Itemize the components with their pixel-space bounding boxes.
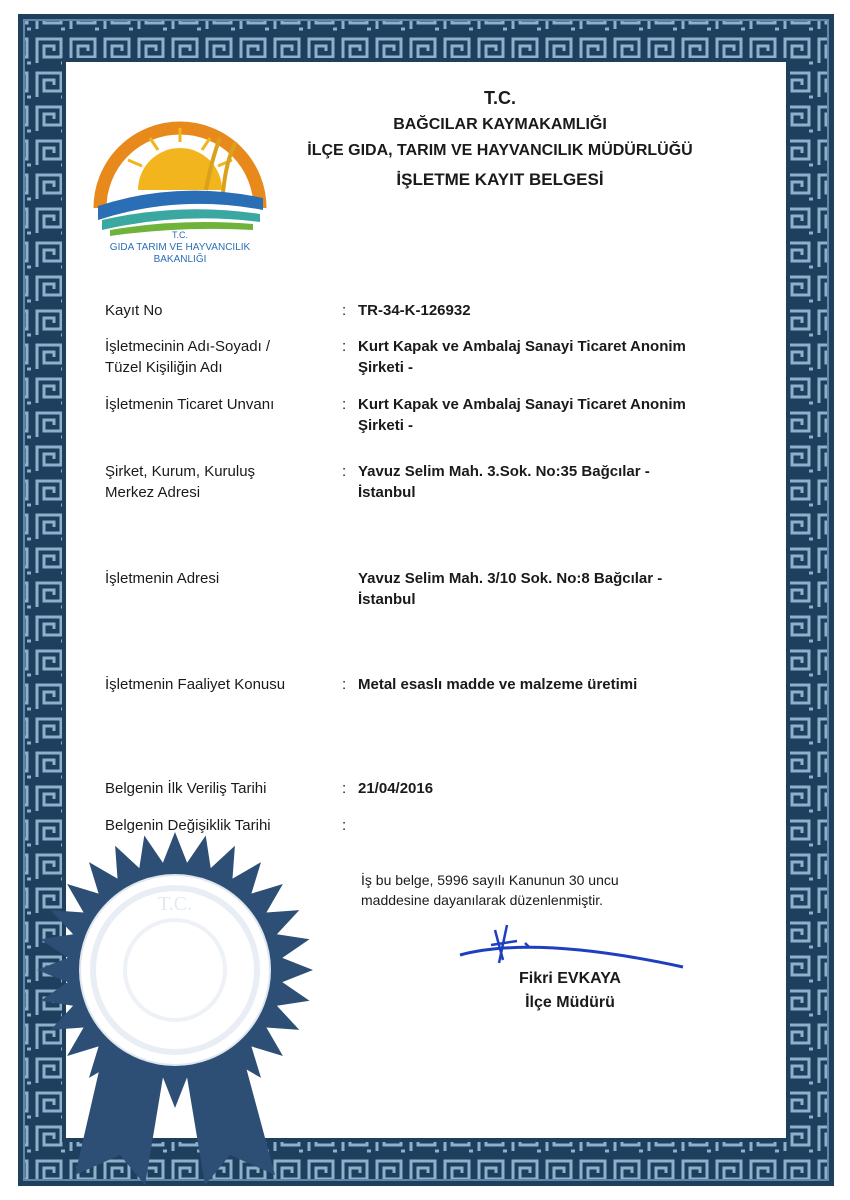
ministry-logo <box>88 98 273 268</box>
seal-text: T.C. <box>157 893 193 915</box>
header-tc: T.C. <box>483 88 516 108</box>
seal-rosette <box>35 830 315 1190</box>
field-value: 21/04/2016 <box>358 780 434 797</box>
field-label: İşletmecinin Adı-Soyadı / Tüzel Kişiliğin Adı <box>105 338 271 376</box>
header-mudurluk: İLÇE GIDA, TARIM VE HAYVANCILIK MÜDÜRLÜĞÜ <box>307 142 693 159</box>
document-title: İŞLETME KAYIT BELGESİ <box>396 170 604 189</box>
field-label: İşletmenin Adresi <box>105 570 220 587</box>
field-colon: : <box>342 302 347 319</box>
field-value: Yavuz Selim Mah. 3/10 Sok. No:8 Bağcılar - İstanbul <box>358 570 663 608</box>
field-label: İşletmenin Faaliyet Konusu <box>105 676 286 693</box>
signature-mark <box>455 915 695 975</box>
field-value: Kurt Kapak ve Ambalaj Sanayi Ticaret Anonim Şirketi - <box>358 338 686 376</box>
field-colon: : <box>342 780 347 797</box>
field-value: TR-34-K-126932 <box>358 302 471 319</box>
field-label: Belgenin Değişiklik Tarihi <box>105 817 271 834</box>
logo-tc-text: T.C. <box>171 230 189 240</box>
field-colon: : <box>342 817 347 834</box>
field-value: Kurt Kapak ve Ambalaj Sanayi Ticaret Anonim Şirketi - <box>358 396 686 434</box>
field-label: Belgenin İlk Veriliş Tarihi <box>105 780 267 797</box>
field-label: İşletmenin Ticaret Unvanı <box>105 396 275 413</box>
field-colon: : <box>342 676 347 693</box>
field-colon: : <box>342 338 347 355</box>
logo-name-line1: GIDA TARIM VE HAYVANCILIK <box>109 242 251 253</box>
header-kaymakamlik: BAĞCILAR KAYMAKAMLIĞI <box>393 116 607 133</box>
field-colon: : <box>342 396 347 413</box>
field-label: Kayıt No <box>105 302 163 319</box>
legal-note: İş bu belge, 5996 sayılı Kanunun 30 uncu maddesine dayanılarak düzenlenmiştir. <box>361 872 619 908</box>
field-label: Şirket, Kurum, Kuruluş Merkez Adresi <box>105 463 256 501</box>
signatory-title: İlçe Müdürü <box>525 994 615 1011</box>
field-value: Metal esaslı madde ve malzeme üretimi <box>358 676 638 693</box>
field-value: Yavuz Selim Mah. 3.Sok. No:35 Bağcılar - İstanbul <box>358 463 650 501</box>
logo-name-line2: BAKANLIĞI <box>153 254 207 265</box>
field-colon: : <box>342 463 347 480</box>
signatory-name: Fikri EVKAYA <box>519 970 621 987</box>
